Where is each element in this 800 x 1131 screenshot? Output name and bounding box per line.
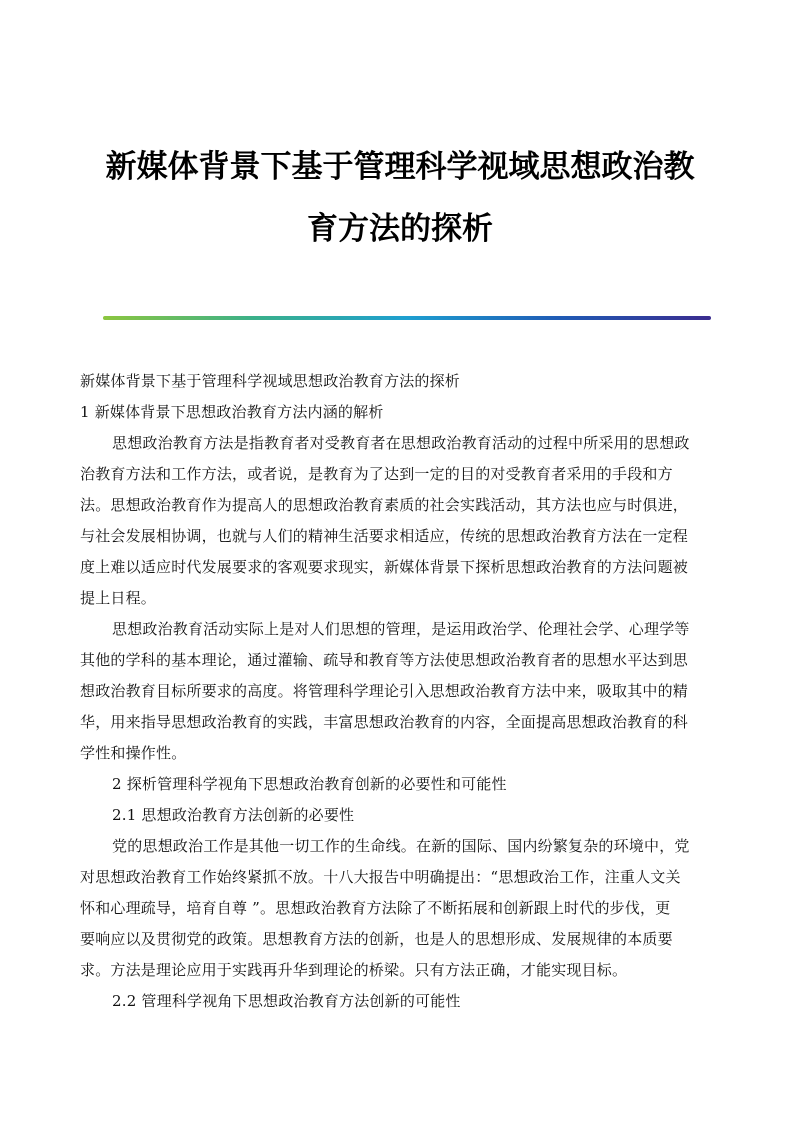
- paragraph-line: 想政治教育目标所要求的高度。将管理科学理论引入思想政治教育方法中来，吸取其中的精: [80, 682, 689, 700]
- paragraph-line: 思想政治教育活动实际上是对人们思想的管理，是运用政治学、伦理社会学、心理学等: [112, 620, 690, 638]
- title-divider: [103, 316, 711, 320]
- paragraph-line: 法。思想政治教育作为提高人的思想政治教育素质的社会实践活动，其方法也应与时俱进，: [80, 496, 689, 514]
- paragraph-2: [80, 618, 712, 764]
- paragraph-line: 治教育方法和工作方法，或者说，是教育为了达到一定的目的对受教育者采用的手段和方: [80, 465, 673, 483]
- title-line-2: 育方法的探析: [307, 211, 493, 247]
- paragraph-line: 华，用来指导思想政治教育的实践，丰富思想政治教育的内容，全面提高思想政治教育的科: [80, 713, 689, 731]
- paragraph-line: 其他的学科的基本理论，通过灌输、疏导和教育等方法使思想政治教育者的思想水平达到思: [80, 651, 689, 669]
- paragraph-3: [80, 835, 712, 981]
- paragraph-line: 对思想政治教育工作始终紧抓不放。十八大报告中明确提出：“思想政治工作，注重人文关: [80, 868, 681, 886]
- section-heading-1: 1 新媒体背景下思想政治教育方法内涵的解析: [80, 403, 384, 421]
- document-subtitle: 新媒体背景下基于管理科学视域思想政治教育方法的探析: [80, 372, 461, 390]
- paragraph-line: 提上日程。: [80, 589, 157, 607]
- subsection-heading-2-2: 2.2 管理科学视角下思想政治教育方法创新的可能性: [112, 992, 461, 1010]
- title-line-1: 新媒体背景下基于管理科学视域思想政治教: [105, 149, 695, 185]
- paragraph-line: 求。方法是理论应用于实践再升华到理论的桥梁。只有方法正确，才能实现目标。: [80, 961, 628, 979]
- document-title: [70, 150, 730, 246]
- paragraph-line: 与社会发展相协调，也就与人们的精神生活要求相适应，传统的思想政治教育方法在一定程: [80, 527, 689, 545]
- paragraph-line: 思想政治教育方法是指教育者对受教育者在思想政治教育活动的过程中所采用的思想政: [112, 434, 690, 452]
- paragraph-1: [80, 432, 712, 609]
- section-heading-2: 2 探析管理科学视角下思想政治教育创新的必要性和可能性: [112, 775, 507, 793]
- paragraph-line: 要响应以及贯彻党的政策。思想教育方法的创新，也是人的思想形成、发展规律的本质要: [80, 930, 673, 948]
- paragraph-line: 度上难以适应时代发展要求的客观要求现实，新媒体背景下探析思想政治教育的方法问题被: [80, 558, 689, 576]
- paragraph-line: 党的思想政治工作是其他一切工作的生命线。在新的国际、国内纷繁复杂的环境中，党: [112, 837, 690, 855]
- document-body: [80, 370, 712, 1012]
- subsection-heading-2-1: 2.1 思想政治教育方法创新的必要性: [112, 806, 355, 824]
- paragraph-line: 怀和心理疏导，培育自尊 ”。思想政治教育方法除了不断拓展和创新跟上时代的步伐，更: [80, 899, 671, 917]
- paragraph-line: 学性和操作性。: [80, 744, 187, 762]
